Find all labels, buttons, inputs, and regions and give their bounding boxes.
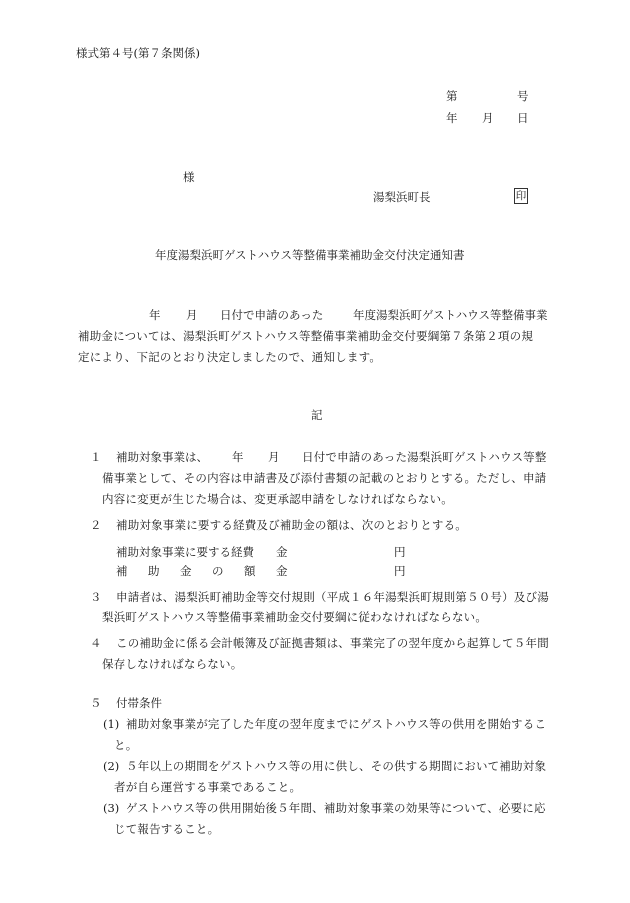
- condition-3-line-2: じて報告すること。: [114, 822, 220, 836]
- condition-2-number: (2): [103, 759, 120, 773]
- item-4-number: ４: [90, 636, 102, 650]
- subsidy-row-kin: 金: [276, 564, 288, 578]
- condition-2-line-2: 者が自ら運営する事業であること。: [114, 780, 302, 794]
- date-year: 年: [446, 111, 458, 125]
- date-day: 日: [517, 111, 529, 125]
- document-title: 年度湯梨浜町ゲストハウス等整備事業補助金交付決定通知書: [155, 248, 465, 262]
- date-month: 月: [482, 111, 494, 125]
- intro-year: 年: [149, 308, 161, 322]
- condition-1-number: (1): [103, 717, 120, 731]
- item-1-head: 補助対象事業は、: [116, 450, 208, 464]
- item-5-number: ５: [90, 696, 102, 710]
- form-label: 様式第４号(第７条関係): [76, 46, 200, 60]
- item-3-line-1: 申請者は、湯梨浜町補助金等交付規則（平成１６年湯梨浜町規則第５０号）及び湯: [116, 590, 549, 604]
- condition-3-line-1: ゲストハウス等の供用開始後５年間、補助対象事業の効果等について、必要に応: [126, 801, 546, 815]
- seal-mark: 印: [515, 190, 527, 202]
- item-1-line-3: 内容に変更が生じた場合は、変更承認申請をしなければならない。: [102, 492, 453, 506]
- item-1-tail: 日付で申請のあった湯梨浜町ゲストハウス等整: [302, 450, 547, 464]
- expense-row-yen: 円: [394, 545, 406, 559]
- condition-2-line-1: ５年以上の期間をゲストハウス等の用に供し、その供する期間において補助対象: [126, 759, 547, 773]
- intro-line-2: 補助金については、湯梨浜町ゲストハウス等整備事業補助金交付要綱第７条第２項の規: [78, 329, 534, 343]
- ki-marker: 記: [311, 408, 323, 422]
- subsidy-label-char-2: 助: [148, 564, 160, 578]
- condition-1-line-2: と。: [114, 738, 138, 752]
- expense-row-kin: 金: [276, 545, 288, 559]
- item-3-line-2: 梨浜町ゲストハウス等整備事業補助金交付要綱に従わなければならない。: [102, 610, 488, 624]
- item-3-number: ３: [90, 590, 102, 604]
- intro-month: 月: [186, 308, 198, 322]
- item-1-number: １: [90, 450, 102, 464]
- item-1-month: 月: [268, 450, 280, 464]
- doc-number-dai: 第: [446, 89, 458, 103]
- item-2-number: ２: [90, 518, 102, 532]
- condition-3-number: (3): [103, 801, 120, 815]
- item-1-line-2: 備事業として、その内容は申請書及び添付書類の記載のとおりとする。ただし、申請: [102, 471, 547, 485]
- subsidy-label-char-5: 額: [244, 564, 256, 578]
- doc-number-go: 号: [517, 89, 529, 103]
- subsidy-row-yen: 円: [394, 564, 406, 578]
- item-2-text: 補助対象事業に要する経費及び補助金の額は、次のとおりとする。: [116, 518, 467, 532]
- intro-day-clause: 日付で申請のあった: [220, 308, 324, 322]
- item-4-line-2: 保存しなければならない。: [102, 657, 243, 671]
- subsidy-label-char-4: の: [212, 564, 224, 578]
- intro-clause-tail: 年度湯梨浜町ゲストハウス等整備事業: [353, 308, 548, 322]
- issuer-name: 湯梨浜町長: [373, 190, 431, 204]
- subsidy-label-char-3: 金: [180, 564, 192, 578]
- subsidy-label-char-1: 補: [116, 564, 128, 578]
- item-4-line-1: この補助金に係る会計帳簿及び証拠書類は、事業完了の翌年度から起算して５年間: [116, 636, 549, 650]
- intro-line-3: 定により、下記のとおり決定しましたので、通知します。: [78, 350, 382, 364]
- expense-row-label: 補助対象事業に要する経費: [116, 545, 254, 559]
- addressee-suffix: 様: [183, 170, 195, 184]
- item-1-year: 年: [232, 450, 244, 464]
- item-5-text: 付帯条件: [116, 696, 162, 710]
- condition-1-line-1: 補助対象事業が完了した年度の翌年度までにゲストハウス等の供用を開始するこ: [126, 717, 547, 731]
